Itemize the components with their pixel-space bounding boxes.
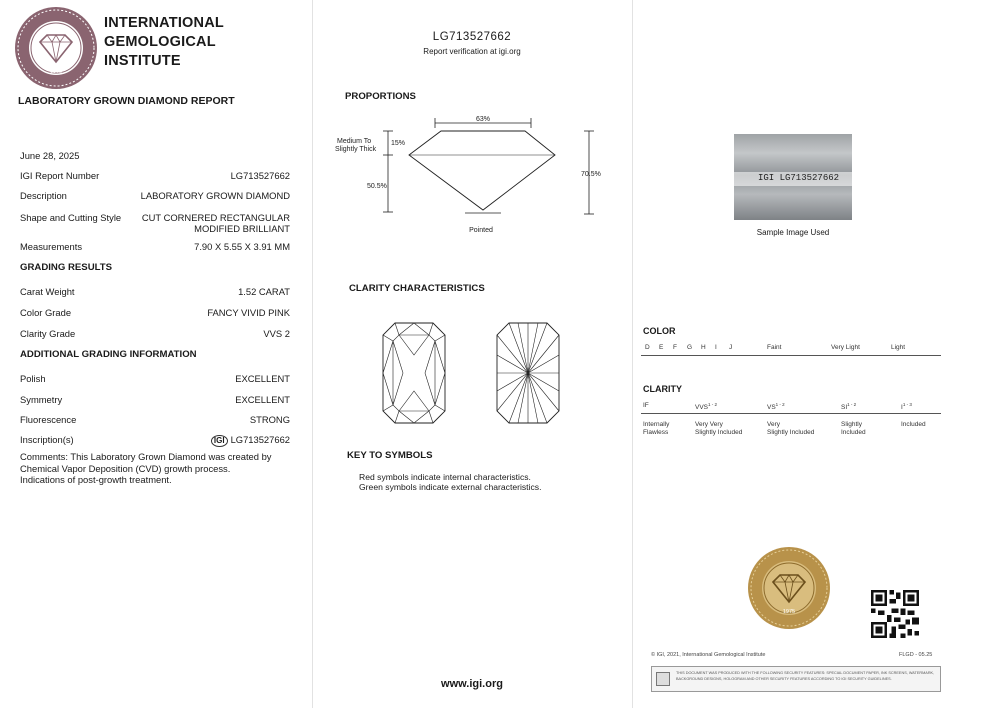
clarity-scale-line (641, 413, 941, 414)
seal-year: 1975 (782, 609, 796, 615)
report-title: LABORATORY GROWN DIAMOND REPORT (18, 95, 235, 107)
field-description: Description LABORATORY GROWN DIAMOND (20, 190, 290, 201)
color-scale-line (641, 355, 941, 356)
field-symmetry: Symmetry EXCELLENT (20, 394, 290, 405)
color-scale-heading: COLOR (643, 326, 676, 336)
gold-seal-icon (747, 546, 831, 630)
additional-info-heading: ADDITIONAL GRADING INFORMATION (20, 349, 197, 360)
security-note: THIS DOCUMENT WAS PRODUCED WITH THE FOLLOWING SECURITY FEATURES: SPECIAL DOCUMENT PAPER, INK SCREENS, WATERMARK, BACKGROUND DESIGNS, HOLOGRAM AND OTHER SECURITY FEATURES ACCORDING TO IGI SECURITY GUIDELINES. (676, 671, 935, 681)
qr-code[interactable] (871, 590, 919, 638)
field-clarity: Clarity Grade VVS 2 (20, 328, 290, 339)
middle-panel (312, 0, 630, 708)
website-link[interactable]: www.igi.org (441, 678, 503, 690)
lock-icon (656, 672, 670, 686)
diamond-profile-outline (409, 131, 555, 210)
proportions-diagram (333, 112, 623, 242)
key-red-symbols: Red symbols indicate internal characteristics. (359, 472, 531, 482)
report-date: June 28, 2025 (20, 150, 80, 161)
institute-name: INTERNATIONAL GEMOLOGICAL INSTITUTE (104, 15, 224, 69)
report-number-header: LG713527662 (432, 31, 512, 43)
copyright: © IGI, 2021, International Gemological Institute (651, 652, 766, 658)
comments: Comments: This Laboratory Grown Diamond was created by Chemical Vapor Deposition (CVD) growth process. Indications of post-growth treatment. (20, 451, 272, 485)
field-carat: Carat Weight 1.52 CARAT (20, 286, 290, 297)
field-fluorescence: Fluorescence STRONG (20, 414, 290, 425)
igi-inscription-logo-icon: IGI (211, 435, 228, 447)
girdle-label-1: Medium To (337, 138, 372, 145)
proportions-heading: PROPORTIONS (345, 91, 416, 102)
girdle-label-2: Slightly Thick (335, 146, 377, 153)
field-measurements: Measurements 7.90 X 5.55 X 3.91 MM (20, 241, 290, 252)
left-panel (0, 0, 308, 708)
right-panel: IGI LG713527662 Sample Image Used COLOR D E F G H I J Faint Very Light Light CLARITY IF VVS$^{1 - 2}$ VS$^{1 - 2}$ SI$^{1 - 2}$ $I^{1 - 3}$ Internally Flawless Very Very Slightly Included Very Slightly Included Slightly Included Included 1975 © IGI, 2021, International Gemological Institute FLGD - 05.25 THIS DOCUMENT WAS PRODUCED WITH THE FOLLOWING SECURITY FEATURES: SPECIAL DOCUMENT PAPER, INK SCREENS, WATERMARK, BACKGROUND DESIGNS, HOLOGRAM AND OTHER SECURITY FEATURES ACCORDING TO IGI SECURITY GUIDELINES. (632, 0, 1000, 708)
key-green-symbols: Green symbols indicate external characteristics. (359, 482, 542, 492)
grading-results-heading: GRADING RESULTS (20, 262, 113, 273)
table-percent: 63% (475, 116, 491, 123)
logo-year: 1975 (49, 69, 63, 75)
form-code: FLGD - 05.25 (899, 652, 933, 658)
clarity-characteristics-heading: CLARITY CHARACTERISTICS (349, 283, 485, 294)
field-shape: Shape and Cutting Style CUT CORNERED RECTANGULAR MODIFIED BRILLIANT (20, 212, 290, 234)
sample-image-caption: Sample Image Used (756, 228, 830, 237)
field-inscription: Inscription(s) IGI LG713527662 (20, 434, 290, 445)
field-report-number: IGI Report Number LG713527662 (20, 170, 290, 181)
clarity-plot-diagram (373, 315, 583, 430)
pavilion-percent: 50.5% (367, 183, 387, 190)
field-polish: Polish EXCELLENT (20, 373, 290, 384)
crown-percent: 15% (391, 140, 406, 147)
pavilion-view-outline (497, 323, 559, 423)
clarity-scale-heading: CLARITY (643, 384, 682, 394)
igi-logo-seal (14, 6, 98, 90)
security-features-box (651, 666, 941, 692)
sample-logo: IGI (758, 173, 775, 183)
verification-text: Report verification at igi.org (423, 47, 521, 56)
key-to-symbols-heading: KEY TO SYMBOLS (347, 450, 433, 461)
sample-inscription: LG713527662 (779, 173, 840, 183)
field-color: Color Grade FANCY VIVID PINK (20, 307, 290, 318)
culet-label: Pointed (469, 227, 493, 234)
crown-view-outline (383, 323, 445, 423)
sample-inscription-image (734, 134, 852, 220)
depth-percent: 70.5% (581, 171, 601, 178)
